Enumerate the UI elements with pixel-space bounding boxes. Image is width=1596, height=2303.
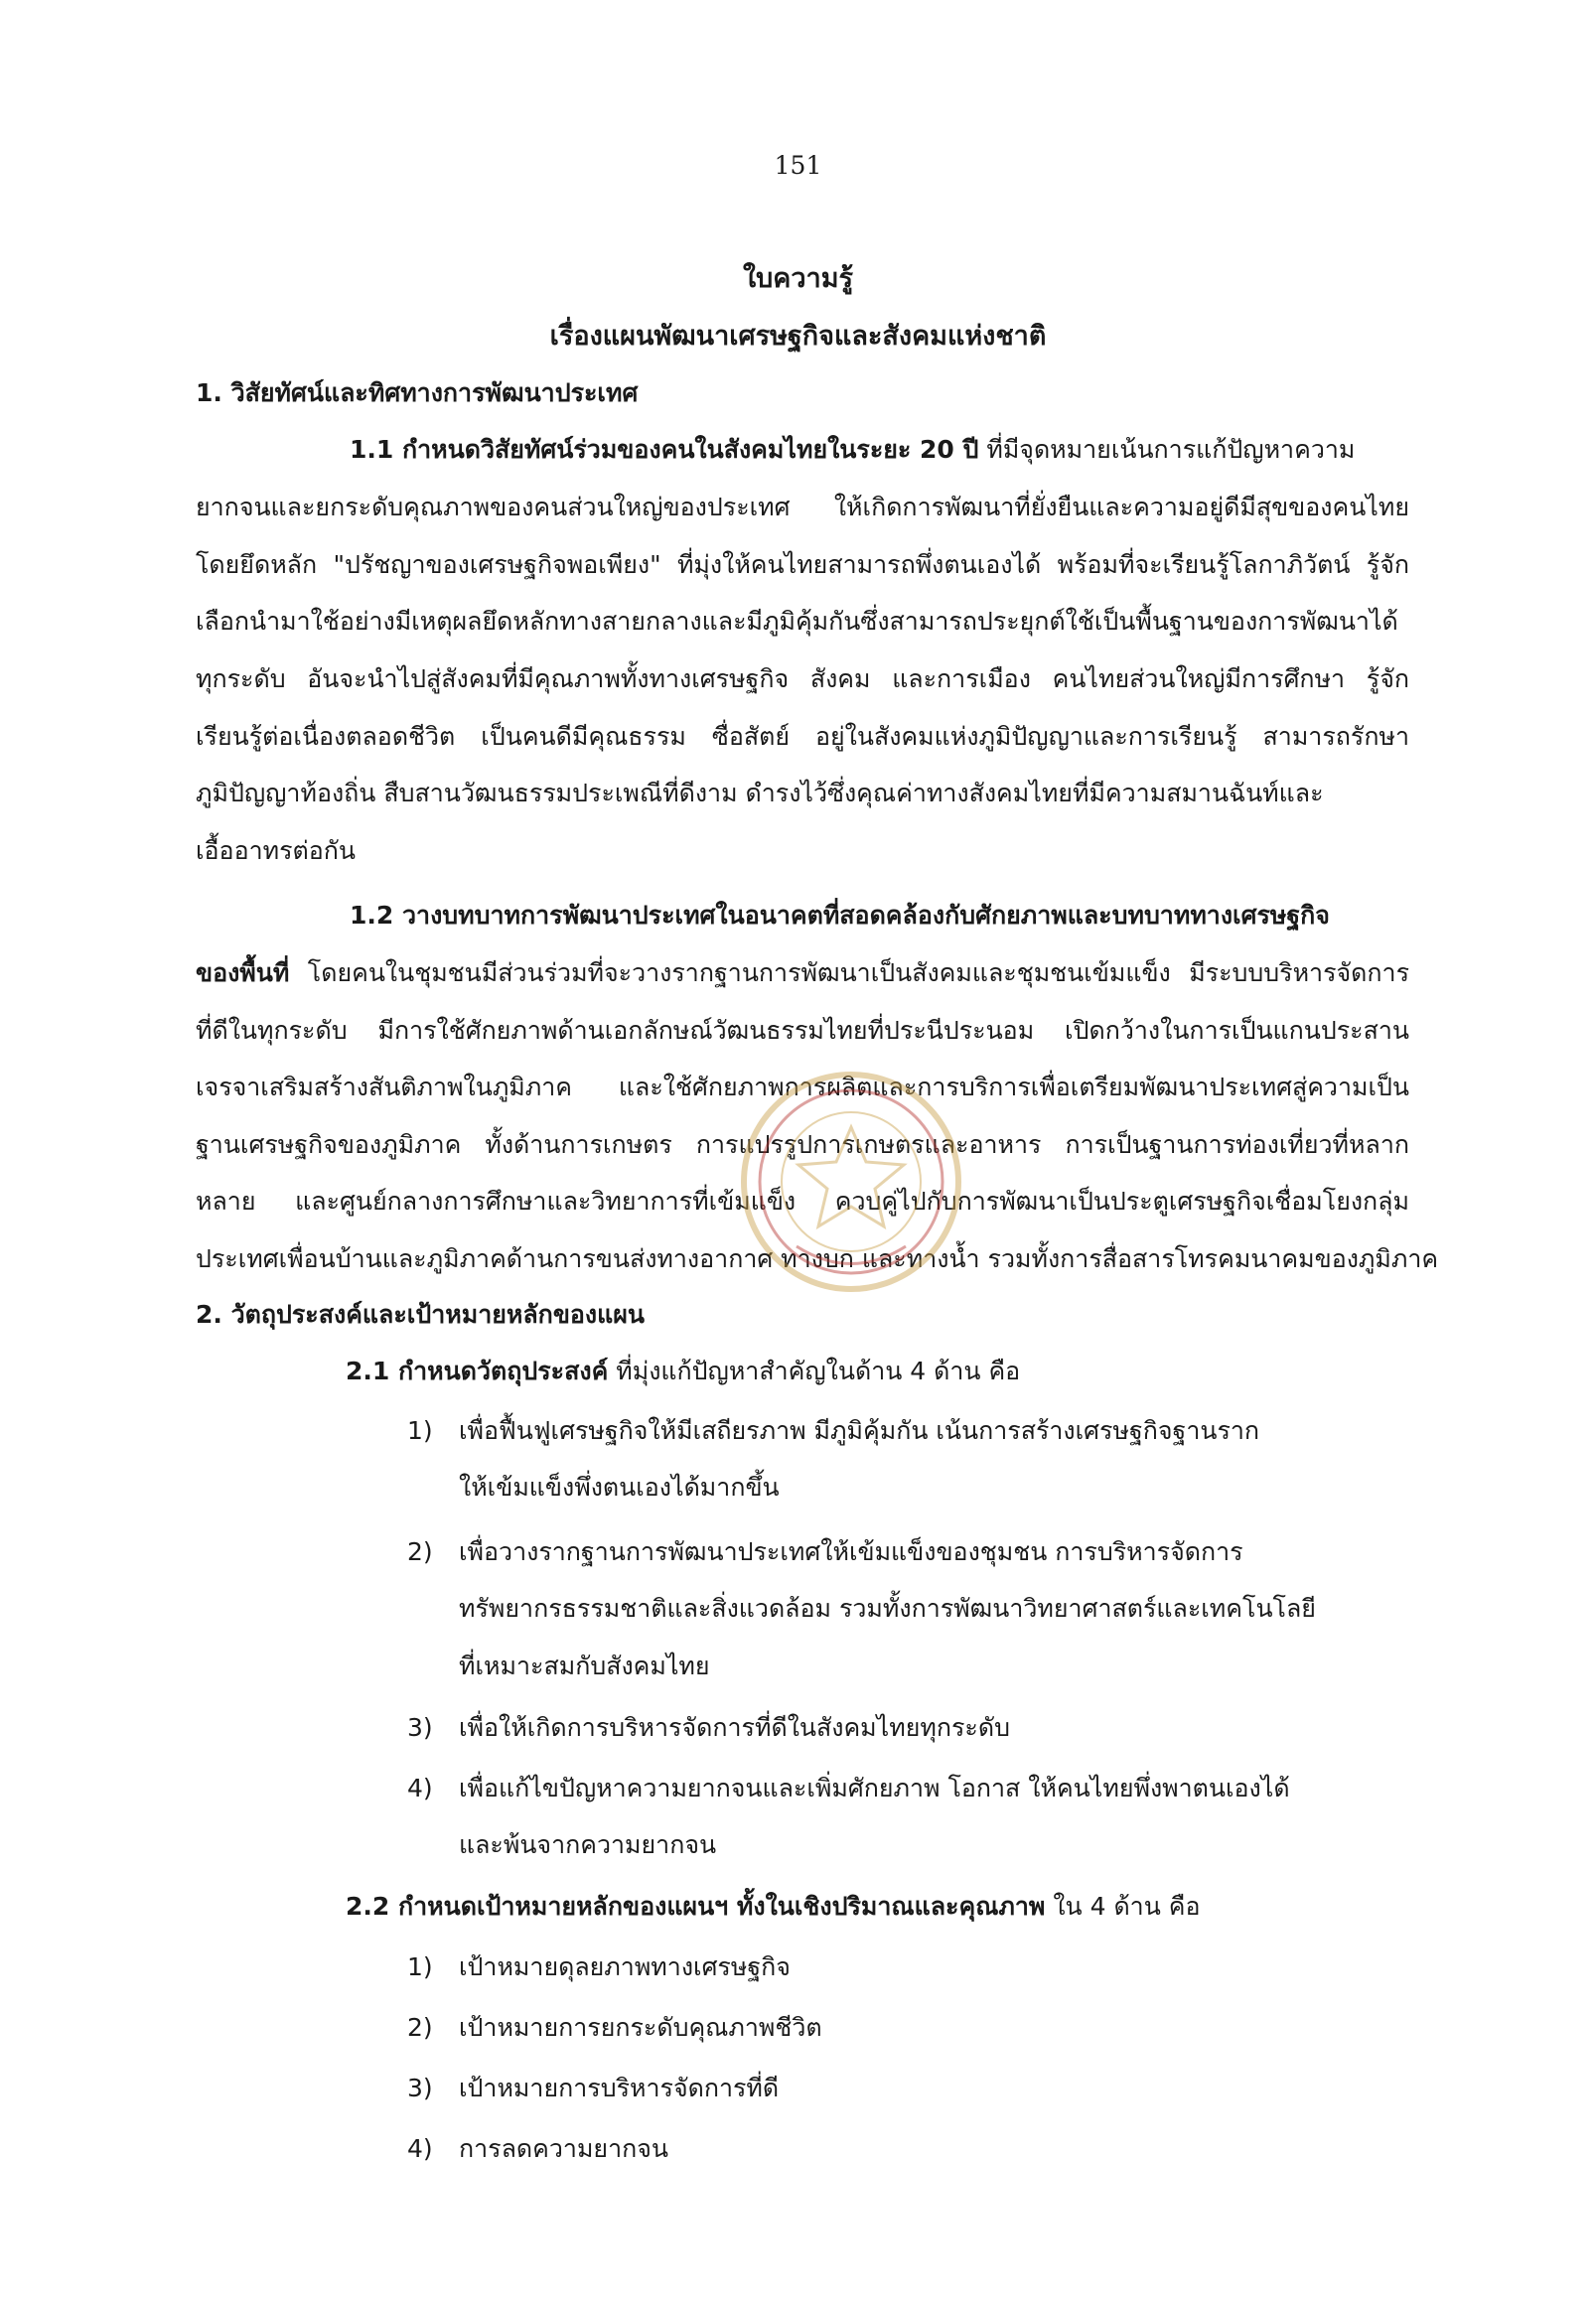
goal-item-1: [407, 1949, 791, 1985]
objective-text: เพื่อฟื้นฟูเศรษฐกิจให้มีเสถียรภาพ มีภูมิคุ้มกัน เน้นการสร้างเศรษฐกิจฐานราก: [459, 1416, 1260, 1445]
goal-number: 1): [407, 1952, 433, 1981]
paragraph-1-1-lead: 1.1 กำหนดวิสัยทัศน์ร่วมของคนในสังคมไทยในระยะ 20 ปี: [350, 435, 979, 464]
seal-watermark-icon: [737, 1068, 965, 1296]
paragraph-1-2-line-6: หลาย และศูนย์กลางการศึกษาและวิทยาการที่เข้มแข็ง ควบคู่ไปกับการพัฒนาเป็นประตูเศรษฐกิจเชื่อมโยงกลุ่ม: [196, 1187, 1409, 1216]
paragraph-1-2-line-5: ฐานเศรษฐกิจของภูมิภาค ทั้งด้านการเกษตร การแปรรูปการเกษตรและอาหาร การเป็นฐานการท่องเที่ยวที่หลาก: [196, 1130, 1409, 1159]
objective-number: 1): [407, 1416, 433, 1445]
paragraph-2-1-rest: ที่มุ่งแก้ปัญหาสำคัญในด้าน 4 ด้าน คือ: [608, 1357, 1021, 1385]
goal-text: การลดความยากจน: [459, 2134, 668, 2163]
goal-item-4: [407, 2131, 668, 2167]
paragraph-2-2: [346, 1889, 1201, 1925]
goal-text: เป้าหมายดุลยภาพทางเศรษฐกิจ: [459, 1952, 791, 1981]
paragraph-1-1-line-5: ทุกระดับ อันจะนำไปสู่สังคมที่มีคุณภาพทั้งทางเศรษฐกิจ สังคม และการเมือง คนไทยส่วนใหญ่มีการศึกษา รู้จัก: [196, 664, 1409, 693]
goal-number: 3): [407, 2074, 433, 2102]
objective-text: เพื่อวางรากฐานการพัฒนาประเทศให้เข้มแข็งของชุมชน การบริหารจัดการ: [459, 1537, 1243, 1566]
paragraph-1-2-line-2: [196, 955, 1409, 991]
section-2-heading: [196, 1297, 645, 1333]
paragraph-1-2-line-4: เจรจาเสริมสร้างสันติภาพในภูมิภาค และใช้ศักยภาพการผลิตและการบริการเพื่อเตรียมพัฒนาประเทศสู่ความเป็น: [196, 1073, 1409, 1101]
objective-item-4-cont: และพ้นจากความยากจน: [459, 1830, 717, 1859]
paragraph-1-1-line-6: เรียนรู้ต่อเนื่องตลอดชีวิต เป็นคนดีมีคุณธรรม ซื่อสัตย์ อยู่ในสังคมแห่งภูมิปัญญาและการเรียนรู้ สามารถรักษา: [196, 722, 1409, 751]
objective-item-4: [407, 1771, 1290, 1806]
objective-item-2-cont-1: ทรัพยากรธรรมชาติและสิ่งแวดล้อม รวมทั้งการพัฒนาวิทยาศาสตร์และเทคโนโลยี: [459, 1594, 1316, 1623]
paragraph-2-2-rest: ใน 4 ด้าน คือ: [1045, 1892, 1201, 1921]
paragraph-1-2-lead: 1.2 วางบทบาทการพัฒนาประเทศในอนาคตที่สอดคล้องกับศักยภาพและบทบาททางเศรษฐกิจ: [350, 901, 1330, 930]
objective-number: 3): [407, 1713, 433, 1742]
objective-item-2: [407, 1534, 1243, 1570]
section-1-heading-text: 1. วิสัยทัศน์และทิศทางการพัฒนาประเทศ: [196, 378, 639, 407]
objective-item-2-cont-2: ที่เหมาะสมกับสังคมไทย: [459, 1652, 710, 1680]
objective-text: เพื่อแก้ไขปัญหาความยากจนและเพิ่มศักยภาพ โอกาส ให้คนไทยพึ่งพาตนเองได้: [459, 1774, 1290, 1802]
paragraph-1-1-line-3: โดยยึดหลัก "ปรัชญาของเศรษฐกิจพอเพียง" ที่มุ่งให้คนไทยสามารถพึ่งตนเองได้ พร้อมที่จะเรียนรู้โลกาภิวัตน์ รู้จัก: [196, 550, 1409, 579]
objective-item-1: [407, 1413, 1259, 1449]
section-2-heading-text: 2. วัตถุประสงค์และเป้าหมายหลักของแผน: [196, 1300, 645, 1329]
goal-item-2: [407, 2010, 822, 2046]
paragraph-1-2-lead-cont: ของพื้นที่: [196, 958, 290, 987]
goal-number: 4): [407, 2134, 433, 2163]
objective-number: 4): [407, 1774, 433, 1802]
paragraph-1-1-line-2: ยากจนและยกระดับคุณภาพของคนส่วนใหญ่ของประเทศ ให้เกิดการพัฒนาที่ยั่งยืนและความอยู่ดีมีสุขของคนไทย: [196, 493, 1409, 521]
paragraph-1-2-line-3: ที่ดีในทุกระดับ มีการใช้ศักยภาพด้านเอกลักษณ์วัฒนธรรมไทยที่ประนีประนอม เปิดกว้างในการเป็นแกนประสาน: [196, 1016, 1409, 1045]
paragraph-1-1-line-8: เอื้ออาทรต่อกัน: [196, 836, 357, 865]
objective-number: 2): [407, 1537, 433, 1566]
paragraph-1-2-line-7: ประเทศเพื่อนบ้านและภูมิภาคด้านการขนส่งทางอากาศ ทางบก และทางน้ำ รวมทั้งการสื่อสารโทรคมนาคมของภูมิภาค: [196, 1244, 1439, 1273]
page-number: 151: [774, 151, 822, 180]
page-subtitle: เรื่องแผนพัฒนาเศรษฐกิจและสังคมแห่งชาติ: [549, 321, 1047, 352]
paragraph-2-2-lead: 2.2 กำหนดเป้าหมายหลักของแผนฯ ทั้งในเชิงปริมาณและคุณภาพ: [346, 1892, 1046, 1921]
goal-number: 2): [407, 2013, 433, 2042]
objective-item-3: [407, 1710, 1010, 1746]
page-title: ใบความรู้: [742, 263, 853, 294]
paragraph-1-2-line-2-rest: โดยคนในชุมชนมีส่วนร่วมที่จะวางรากฐานการพัฒนาเป็นสังคมและชุมชนเข้มแข็ง มีระบบบริหารจัดการ: [289, 958, 1409, 987]
goal-item-3: [407, 2071, 779, 2106]
paragraph-1-1-line-1: [350, 432, 1355, 468]
objective-text: เพื่อให้เกิดการบริหารจัดการที่ดีในสังคมไทยทุกระดับ: [459, 1713, 1010, 1742]
objective-item-1-cont: ให้เข้มแข็งพึ่งตนเองได้มากขึ้น: [459, 1473, 780, 1502]
paragraph-2-1-lead: 2.1 กำหนดวัตถุประสงค์: [346, 1357, 609, 1385]
goal-text: เป้าหมายการบริหารจัดการที่ดี: [459, 2074, 780, 2102]
paragraph-1-2-line-1: [350, 898, 1330, 934]
goal-text: เป้าหมายการยกระดับคุณภาพชีวิต: [459, 2013, 822, 2042]
paragraph-1-1-line-7: ภูมิปัญญาท้องถิ่น สืบสานวัฒนธรรมประเพณีที่ดีงาม ดำรงไว้ซึ่งคุณค่าทางสังคมไทยที่มีความสมานฉันท์และ: [196, 779, 1324, 807]
paragraph-1-1-line-4: เลือกนำมาใช้อย่างมีเหตุผลยึดหลักทางสายกลางและมีภูมิคุ้มกันซึ่งสามารถประยุกต์ใช้เป็นพื้นฐานของการพัฒนาได้: [196, 607, 1398, 636]
paragraph-2-1: [346, 1354, 1020, 1389]
paragraph-1-1-lead-rest: ที่มีจุดหมายเน้นการแก้ปัญหาความ: [978, 435, 1356, 464]
section-1-heading: [196, 375, 638, 411]
